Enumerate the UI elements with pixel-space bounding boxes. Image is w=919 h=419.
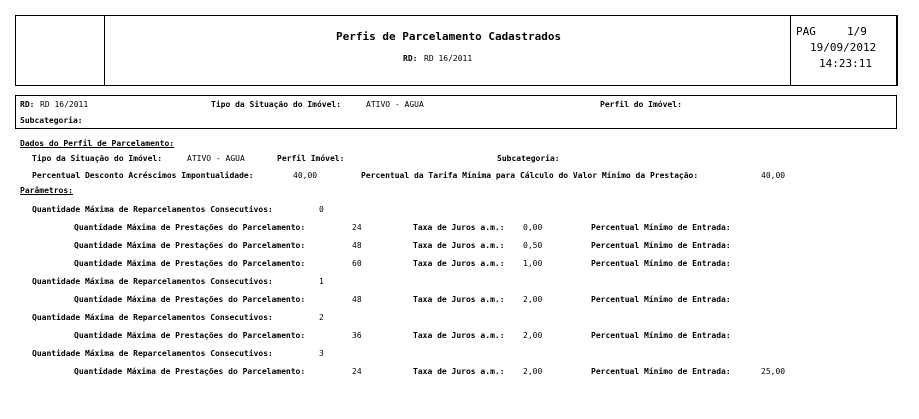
taxa-label: Taxa de Juros a.m.: (413, 295, 505, 304)
prest-value: 24 (352, 367, 362, 376)
taxa-value: 2,00 (523, 295, 543, 304)
header-logo-cell (15, 15, 105, 86)
reparc-value: 3 (319, 349, 324, 358)
prest-label: Quantidade Máxima de Prestações do Parcelamento: (74, 367, 306, 376)
taxa-value: 1,00 (523, 259, 543, 268)
prest-label: Quantidade Máxima de Prestações do Parcelamento: (74, 331, 306, 340)
prest-label: Quantidade Máxima de Prestações do Parcelamento: (74, 241, 306, 250)
prest-label: Quantidade Máxima de Prestações do Parcelamento: (74, 223, 306, 232)
reparc-value: 1 (319, 277, 324, 286)
entrada-label: Percentual Mínimo de Entrada: (591, 241, 731, 250)
prest-label: Quantidade Máxima de Prestações do Parcelamento: (74, 259, 306, 268)
taxa-value: 0,50 (523, 241, 543, 250)
entrada-label: Percentual Mínimo de Entrada: (591, 295, 731, 304)
dados-subcategoria-label: Subcategoria: (497, 154, 560, 163)
reparc-value: 0 (319, 205, 324, 214)
info-tipo-value: ATIVO - AGUA (366, 100, 424, 109)
reparc-label: Quantidade Máxima de Reparcelamentos Consecutivos: (32, 349, 273, 358)
taxa-label: Taxa de Juros a.m.: (413, 259, 505, 268)
page-label: PAG (796, 25, 816, 38)
reparc-value: 2 (319, 313, 324, 322)
prest-label: Quantidade Máxima de Prestações do Parcelamento: (74, 295, 306, 304)
info-rd-label: RD: (20, 100, 35, 109)
header-rd-value: RD 16/2011 (424, 54, 473, 63)
dados-desconto-value: 40,00 (293, 171, 318, 180)
dados-tipo-value: ATIVO - AGUA (187, 154, 245, 163)
parametros-section-title: Parâmetros: (20, 186, 73, 195)
dados-perfil-label: Perfil Imóvel: (277, 154, 345, 163)
dados-desconto-label: Percentual Desconto Acréscimos Impontualidade: (32, 171, 254, 180)
reparc-label: Quantidade Máxima de Reparcelamentos Consecutivos: (32, 313, 273, 322)
entrada-label: Percentual Mínimo de Entrada: (591, 223, 731, 232)
report-header (15, 15, 897, 86)
dados-tarifa-value: 40,00 (761, 171, 786, 180)
entrada-label: Percentual Mínimo de Entrada: (591, 331, 731, 340)
report-title: Perfis de Parcelamento Cadastrados (336, 30, 562, 43)
prest-value: 48 (352, 241, 362, 250)
taxa-label: Taxa de Juros a.m.: (413, 367, 505, 376)
prest-value: 36 (352, 331, 362, 340)
info-rd-value: RD 16/2011 (40, 100, 89, 109)
info-tipo-label: Tipo da Situação do Imóvel: (211, 100, 342, 109)
dados-tarifa-label: Percentual da Tarifa Mínima para Cálculo do Valor Mínimo da Prestação: (361, 171, 699, 180)
header-rd-label: RD: (403, 54, 418, 63)
taxa-value: 2,00 (523, 367, 543, 376)
info-subcategoria-label: Subcategoria: (20, 116, 83, 125)
prest-value: 24 (352, 223, 362, 232)
dados-section-title: Dados do Perfil de Parcelamento: (20, 139, 175, 148)
report-time: 14:23:11 (819, 57, 872, 70)
info-box (15, 95, 897, 129)
taxa-label: Taxa de Juros a.m.: (413, 331, 505, 340)
taxa-label: Taxa de Juros a.m.: (413, 223, 505, 232)
info-perfil-label: Perfil do Imóvel: (600, 100, 682, 109)
reparc-label: Quantidade Máxima de Reparcelamentos Consecutivos: (32, 277, 273, 286)
prest-value: 60 (352, 259, 362, 268)
page-number: 1/9 (847, 25, 867, 38)
report-date: 19/09/2012 (810, 41, 877, 54)
taxa-label: Taxa de Juros a.m.: (413, 241, 505, 250)
entrada-label: Percentual Mínimo de Entrada: (591, 367, 731, 376)
taxa-value: 2,00 (523, 331, 543, 340)
dados-tipo-label: Tipo da Situação do Imóvel: (32, 154, 163, 163)
entrada-label: Percentual Mínimo de Entrada: (591, 259, 731, 268)
taxa-value: 0,00 (523, 223, 543, 232)
reparc-label: Quantidade Máxima de Reparcelamentos Consecutivos: (32, 205, 273, 214)
prest-value: 48 (352, 295, 362, 304)
entrada-value: 25,00 (761, 367, 786, 376)
